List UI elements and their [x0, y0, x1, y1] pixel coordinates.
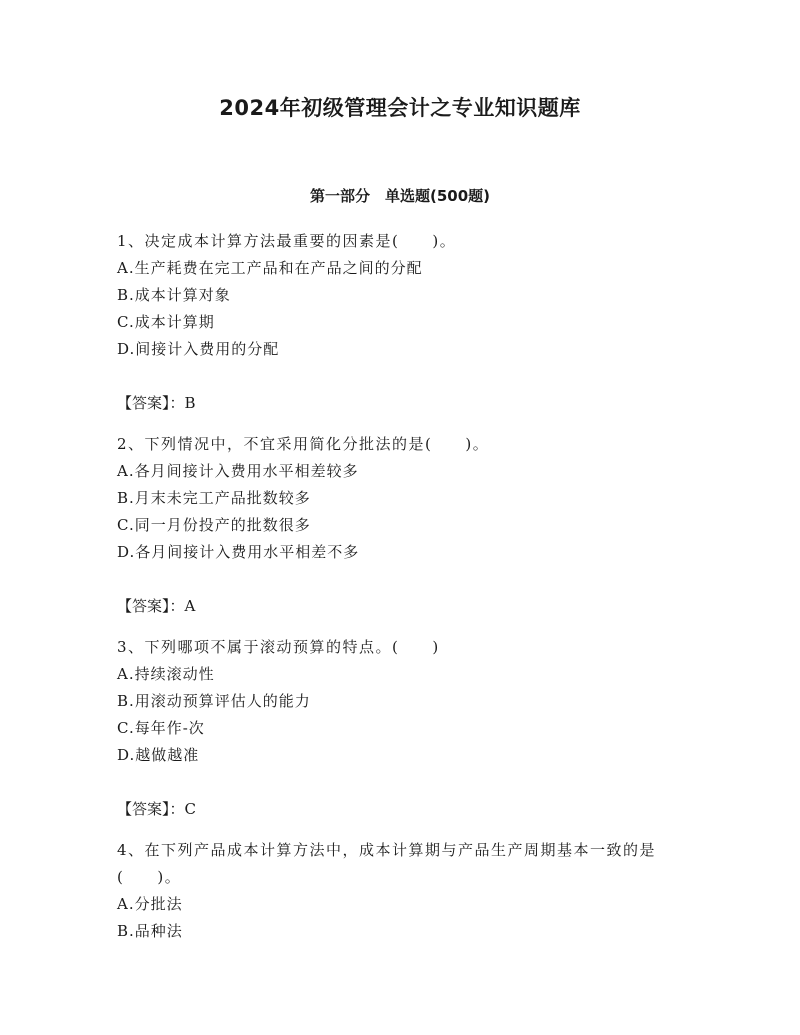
option-c: C.同一月份投产的批数很多 — [117, 516, 311, 534]
option-b: B.成本计算对象 — [117, 286, 231, 304]
answer-line — [117, 390, 697, 417]
answer-value: A — [184, 597, 196, 615]
question-2 — [117, 431, 697, 620]
option-b: B.品种法 — [117, 922, 183, 940]
answer-value: C — [184, 800, 196, 818]
option-a: A.生产耗费在完工产品和在产品之间的分配 — [117, 259, 423, 277]
question-1 — [117, 228, 697, 417]
option-b: B.月末未完工产品批数较多 — [117, 489, 311, 507]
question-4 — [117, 837, 697, 945]
answer-line — [117, 593, 697, 620]
option-a: A.持续滚动性 — [117, 665, 215, 683]
option-d: D.间接计入费用的分配 — [117, 340, 280, 358]
option-c: C.成本计算期 — [117, 313, 215, 331]
option-b: B.用滚动预算评估人的能力 — [117, 692, 311, 710]
answer-value: B — [184, 394, 196, 412]
question-stem: 2、下列情况中，不宜采用简化分批法的是( )。 — [117, 435, 490, 453]
question-list — [117, 228, 697, 945]
question-stem: 3、下列哪项不属于滚动预算的特点。( ) — [117, 638, 440, 656]
document-title: 2024年初级管理会计之专业知识题库 — [219, 96, 581, 120]
option-a: A.分批法 — [117, 895, 183, 913]
section-title: 第一部分 单选题(500题) — [309, 187, 491, 205]
question-stem: 1、决定成本计算方法最重要的因素是( )。 — [117, 232, 457, 250]
question-stem: 4、在下列产品成本计算方法中，成本计算期与产品生产周期基本一致的是( )。 — [117, 841, 657, 886]
option-d: D.各月间接计入费用水平相差不多 — [117, 543, 360, 561]
answer-label: 【答案】： — [117, 800, 185, 818]
option-c: C.每年作-次 — [117, 719, 205, 737]
option-d: D.越做越准 — [117, 746, 200, 764]
answer-line — [117, 796, 697, 823]
option-a: A.各月间接计入费用水平相差较多 — [117, 462, 359, 480]
question-3 — [117, 634, 697, 823]
answer-label: 【答案】： — [117, 394, 185, 412]
answer-label: 【答案】： — [117, 597, 185, 615]
